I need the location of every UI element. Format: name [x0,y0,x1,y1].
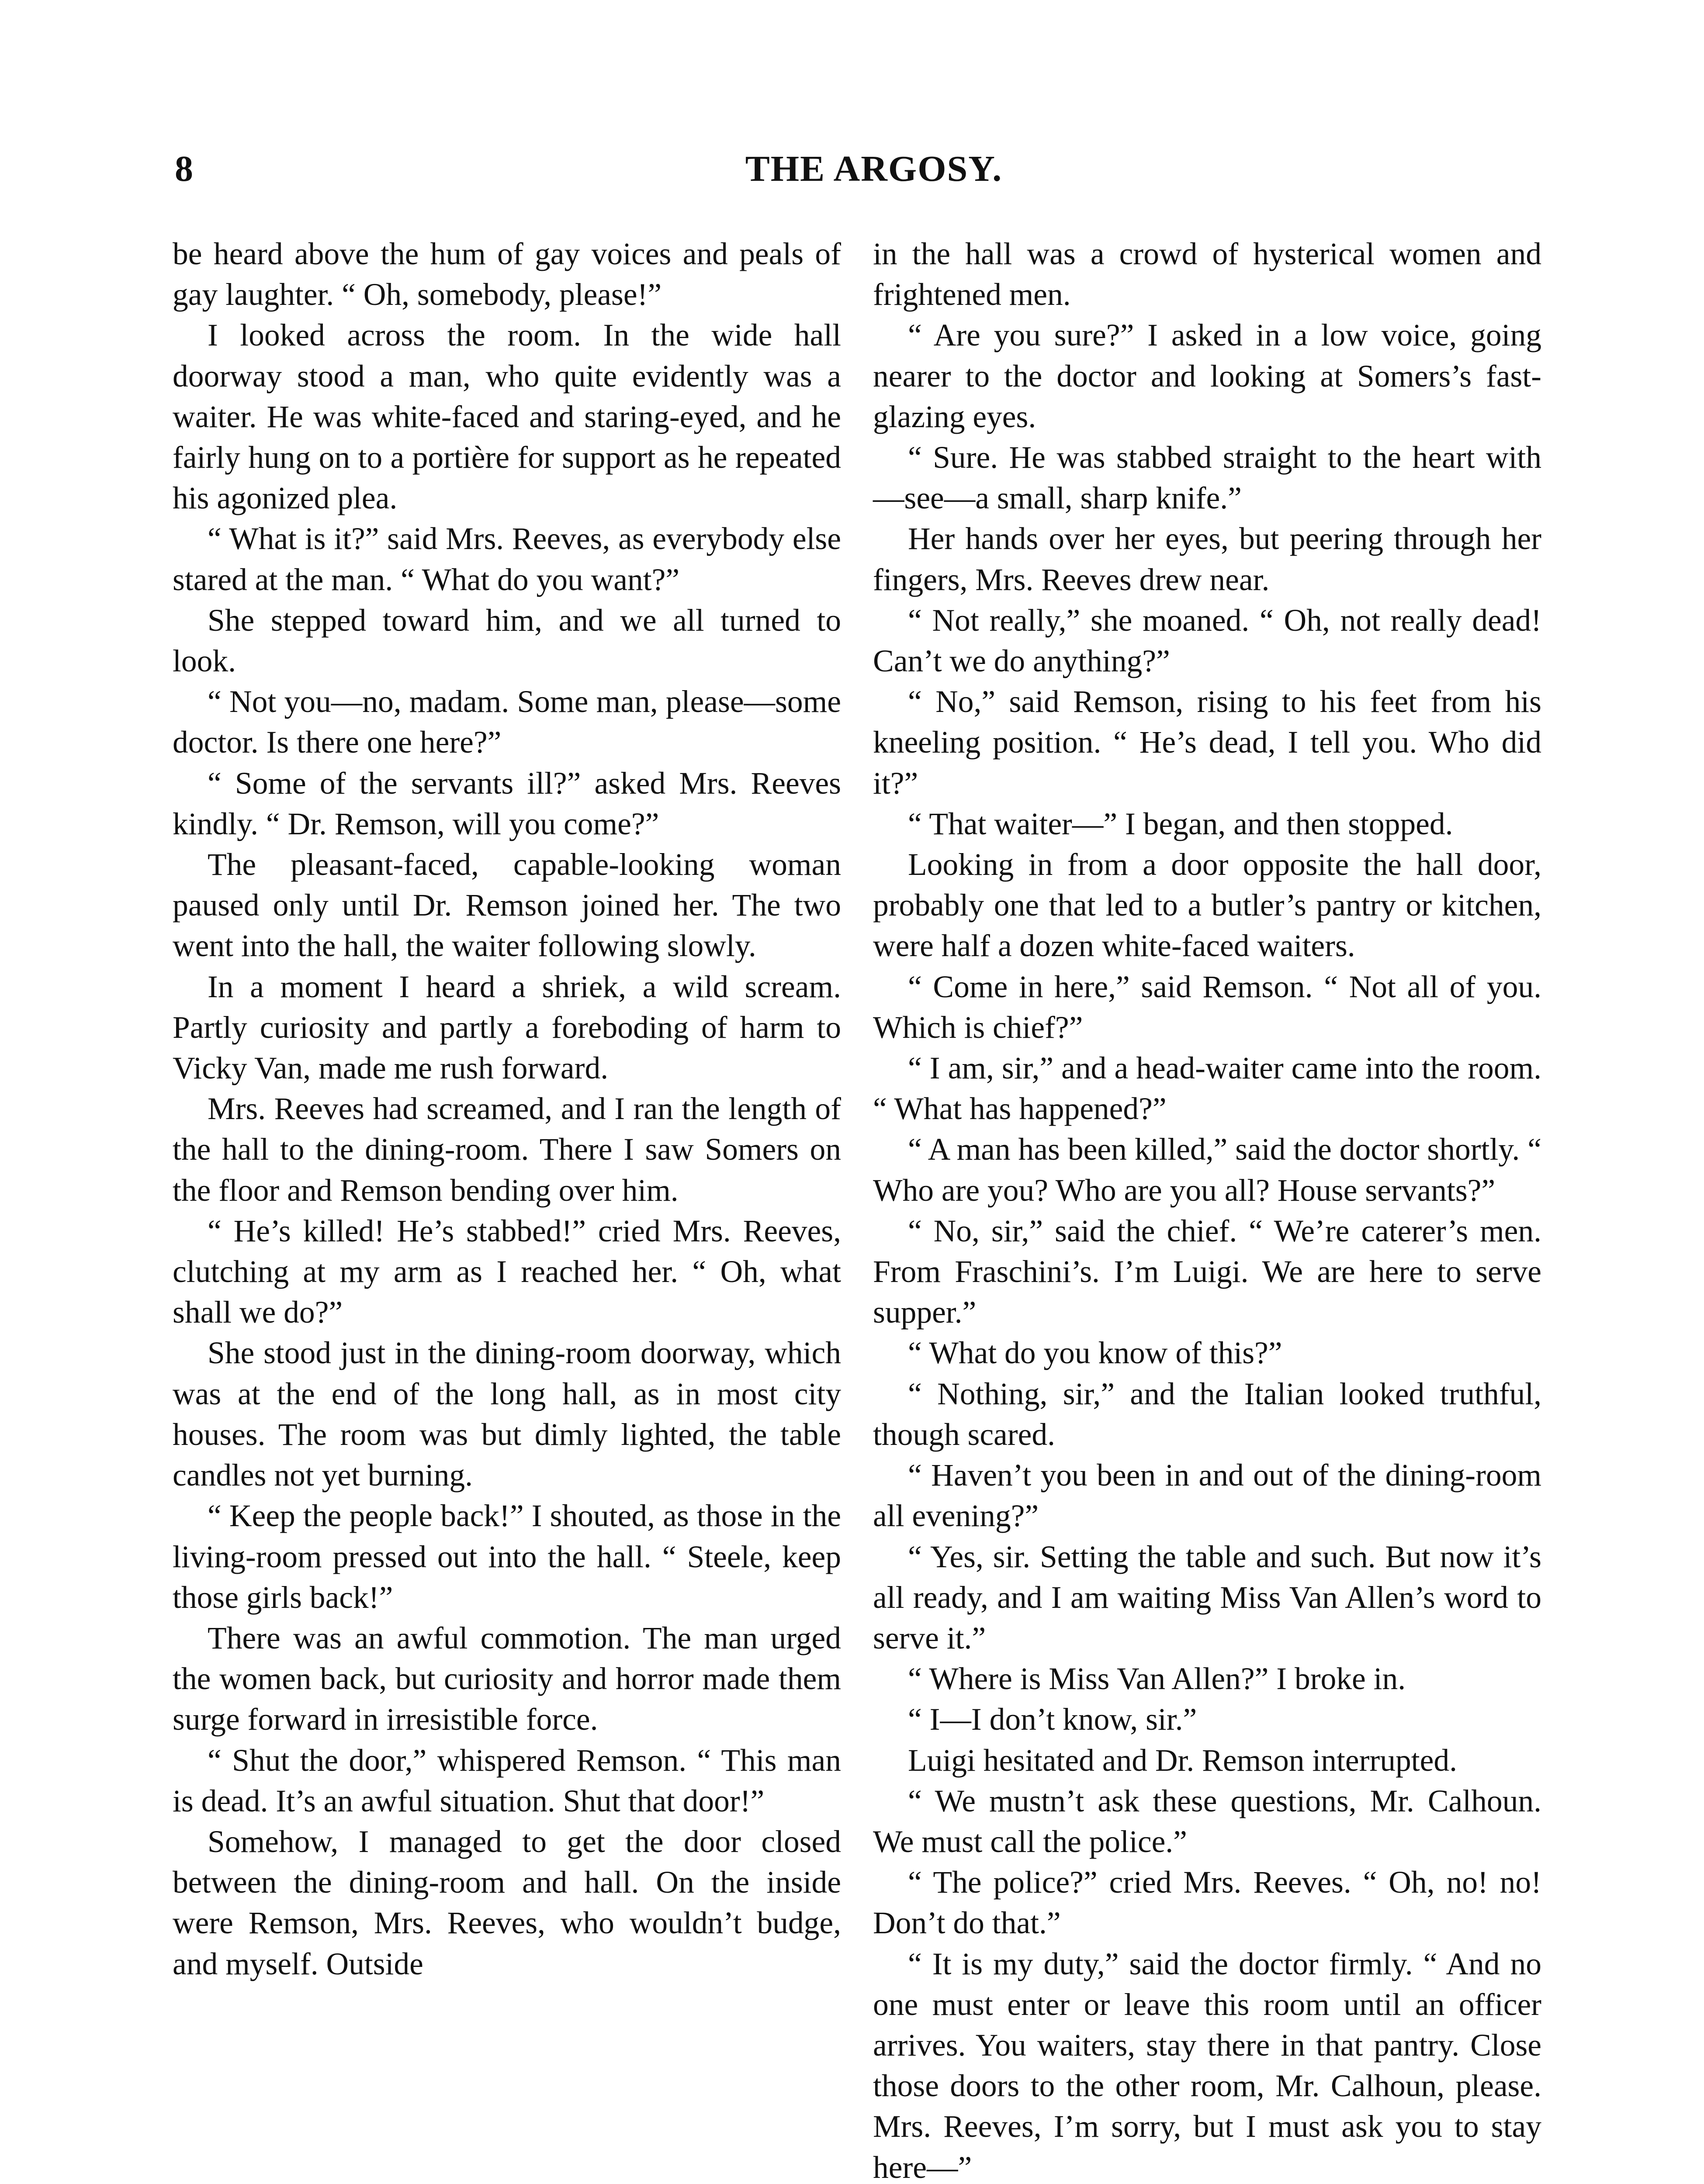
paragraph: “ We mustn’t ask these questions, Mr. Calhoun. We must call the police.” [873,1783,1541,1859]
paragraph: “ The police?” cried Mrs. Reeves. “ Oh, no! no! Don’t do that.” [873,1865,1541,1941]
paragraph: “ Not you—no, madam. Some man, please—some doctor. Is there one here?” [173,684,841,760]
paragraph: “ Shut the door,” whispered Remson. “ This man is dead. It’s an awful situation. Shut that door!” [173,1743,841,1818]
paragraph: “ Some of the servants ill?” asked Mrs. Reeves kindly. “ Dr. Remson, will you come?” [173,766,841,841]
paragraph: “ That waiter—” I began, and then stopped. [908,806,1453,841]
paragraph: “ Come in here,” said Remson. “ Not all of you. Which is chief?” [873,969,1541,1045]
paragraph: Luigi hesitated and Dr. Remson interrupted. [908,1743,1457,1778]
right-column [873,234,1541,2184]
running-head-title: THE ARGOSY. [745,149,1003,189]
page-number: 8 [175,149,193,189]
paragraph: “ Nothing, sir,” and the Italian looked truthful, though scared. [873,1376,1541,1452]
paragraph: “ I—I don’t know, sir.” [908,1702,1197,1737]
paragraph: “ No, sir,” said the chief. “ We’re caterer’s men. From Fraschini’s. I’m Luigi. We are here to serve supper.” [873,1213,1541,1330]
paragraph: “ What do you know of this?” [908,1336,1282,1371]
paragraph: She stood just in the dining-room doorway, which was at the end of the long hall, as in most city houses. The room was but dimly lighted, the table candles not yet burning. [173,1336,841,1493]
paragraph: “ What is it?” said Mrs. Reeves, as everybody else stared at the man. “ What do you want?” [173,522,841,597]
paragraph: “ Not really,” she moaned. “ Oh, not really dead! Can’t we do anything?” [873,603,1541,679]
paragraph: Her hands over her eyes, but peering through her fingers, Mrs. Reeves drew near. [873,522,1541,597]
paragraph: be heard above the hum of gay voices and peals of gay laughter. “ Oh, somebody, please!” [173,237,841,312]
paragraph: “ He’s killed! He’s stabbed!” cried Mrs. Reeves, clutching at my arm as I reached her. “ Oh, what shall we do?” [173,1213,841,1330]
paragraph: I looked across the room. In the wide hall doorway stood a man, who quite evidently was a waiter. He was white-faced and staring-eyed, and he fairly hung on to a portière for support as he repeated his agonized plea. [173,318,841,516]
paragraph: The pleasant-faced, capable-looking woman paused only until Dr. Remson joined her. The two went into the hall, the waiter following slowly. [173,847,841,964]
paragraph: “ Where is Miss Van Allen?” I broke in. [908,1662,1406,1697]
paragraph: “ It is my duty,” said the doctor firmly. “ And no one must enter or leave this room until an officer arrives. You waiters, stay there in that pantry. Close those doors to the other room, Mr. Calhoun, please. Mrs. Reeves, I’m sorry, but I must ask you to stay here—” [873,1946,1541,2184]
paragraph: There was an awful commotion. The man urged the women back, but curiosity and horror made them surge forward in irresistible force. [173,1621,841,1737]
paragraph: “ Haven’t you been in and out of the dining-room all evening?” [873,1458,1541,1534]
paragraph: She stepped toward him, and we all turned to look. [173,603,841,679]
paragraph: Somehow, I managed to get the door closed between the dining-room and hall. On the inside were Remson, Mrs. Reeves, who wouldn’t budge, and myself. Outside [173,1824,841,1981]
paragraph: Mrs. Reeves had screamed, and I ran the length of the hall to the dining-room. There I saw Somers on the floor and Remson bending over him. [173,1092,841,1208]
paragraph: “ Are you sure?” I asked in a low voice, going nearer to the doctor and looking at Somers’s fast-glazing eyes. [873,318,1541,434]
paragraph: “ Keep the people back!” I shouted, as those in the living-room pressed out into the hall. “ Steele, keep those girls back!” [173,1499,841,1615]
paragraph: “ No,” said Remson, rising to his feet from his kneeling position. “ He’s dead, I tell you. Who did it?” [873,684,1541,801]
paragraph: “ Sure. He was stabbed straight to the heart with—see—a small, sharp knife.” [873,440,1541,516]
paragraph: “ Yes, sir. Setting the table and such. But now it’s all ready, and I am waiting Miss Van Allen’s word to serve it.” [873,1539,1541,1655]
left-column [173,234,841,1984]
paragraph: “ A man has been killed,” said the doctor shortly. “ Who are you? Who are you all? House servants?” [873,1132,1541,1208]
paragraph: in the hall was a crowd of hysterical women and frightened men. [873,237,1541,312]
paragraph: Looking in from a door opposite the hall door, probably one that led to a butler’s pantry or kitchen, were half a dozen white-faced waiters. [873,847,1541,964]
paragraph: “ I am, sir,” and a head-waiter came into the room. “ What has happened?” [873,1051,1541,1127]
paragraph: In a moment I heard a shriek, a wild scream. Partly curiosity and partly a foreboding of harm to Vicky Van, made me rush forward. [173,969,841,1086]
